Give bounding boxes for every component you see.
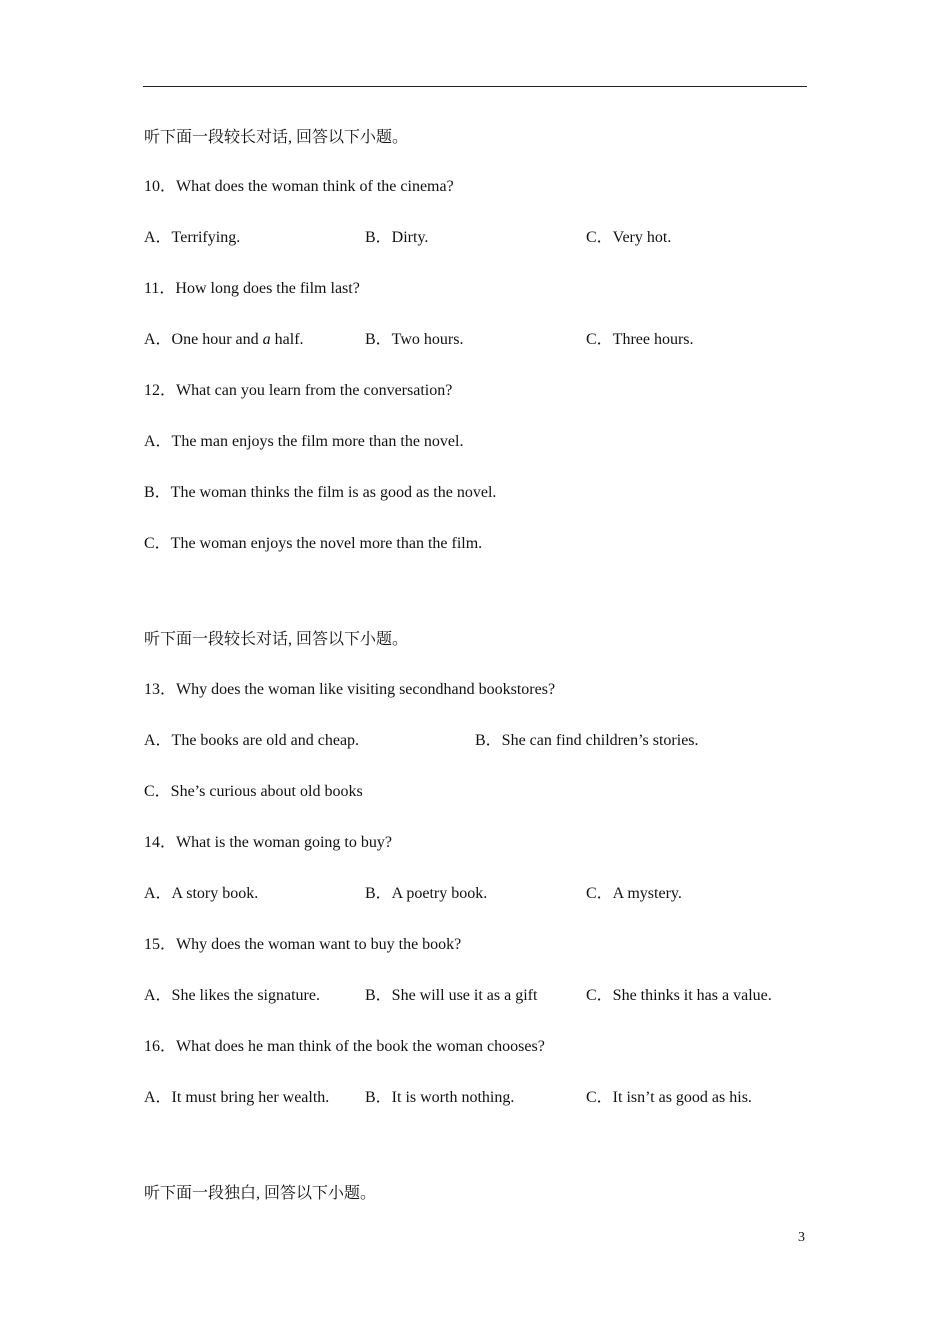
question-10: 10．What does the woman think of the cinema?: [144, 178, 454, 195]
question-15: 15．Why does the woman want to buy the book?: [144, 936, 462, 953]
q15-option-b[interactable]: B．She will use it as a gift: [365, 987, 538, 1004]
q15-option-c[interactable]: C．She thinks it has a value.: [586, 987, 772, 1004]
q16-option-c[interactable]: C．It isn’t as good as his.: [586, 1089, 752, 1106]
q10-option-c[interactable]: C．Very hot.: [586, 229, 672, 246]
q12-option-a[interactable]: A．The man enjoys the film more than the novel.: [144, 433, 464, 450]
question-12: 12．What can you learn from the conversation?: [144, 382, 453, 399]
q16-option-b[interactable]: B．It is worth nothing.: [365, 1089, 515, 1106]
q13-option-a[interactable]: A．The books are old and cheap.: [144, 732, 360, 749]
q15-option-a[interactable]: A．She likes the signature.: [144, 987, 320, 1004]
q13-option-c[interactable]: C．She’s curious about old books: [144, 783, 363, 800]
q11-option-a-post: half.: [270, 331, 304, 348]
q11-option-b[interactable]: B．Two hours.: [365, 331, 464, 348]
header-rule: [143, 86, 807, 87]
q14-option-a[interactable]: A．A story book.: [144, 885, 259, 902]
q11-option-a[interactable]: [144, 330, 304, 350]
section-instruction: 听下面一段较长对话, 回答以下小题。: [144, 631, 409, 648]
question-14: 14．What is the woman going to buy?: [144, 834, 392, 851]
q11-option-c[interactable]: C．Three hours.: [586, 331, 694, 348]
page-number: 3: [798, 1230, 805, 1245]
question-16: 16．What does he man think of the book the woman chooses?: [144, 1038, 545, 1055]
q12-option-c[interactable]: C．The woman enjoys the novel more than the film.: [144, 535, 483, 552]
question-13: 13．Why does the woman like visiting secondhand bookstores?: [144, 681, 556, 698]
section-instruction: 听下面一段较长对话, 回答以下小题。: [144, 129, 409, 146]
q12-option-b[interactable]: B．The woman thinks the film is as good as the novel.: [144, 484, 497, 501]
q11-option-a-italic: a: [262, 331, 271, 348]
section-instruction: 听下面一段独白, 回答以下小题。: [144, 1185, 377, 1202]
q16-option-a[interactable]: A．It must bring her wealth.: [144, 1089, 330, 1106]
q13-option-b[interactable]: B．She can find children’s stories.: [475, 732, 699, 749]
q11-option-a-pre: A．One hour and: [144, 331, 263, 348]
q14-option-b[interactable]: B．A poetry book.: [365, 885, 488, 902]
q14-option-c[interactable]: C．A mystery.: [586, 885, 682, 902]
q10-option-b[interactable]: B．Dirty.: [365, 229, 429, 246]
question-11: 11．How long does the film last?: [144, 280, 360, 297]
q10-option-a[interactable]: A．Terrifying.: [144, 229, 241, 246]
